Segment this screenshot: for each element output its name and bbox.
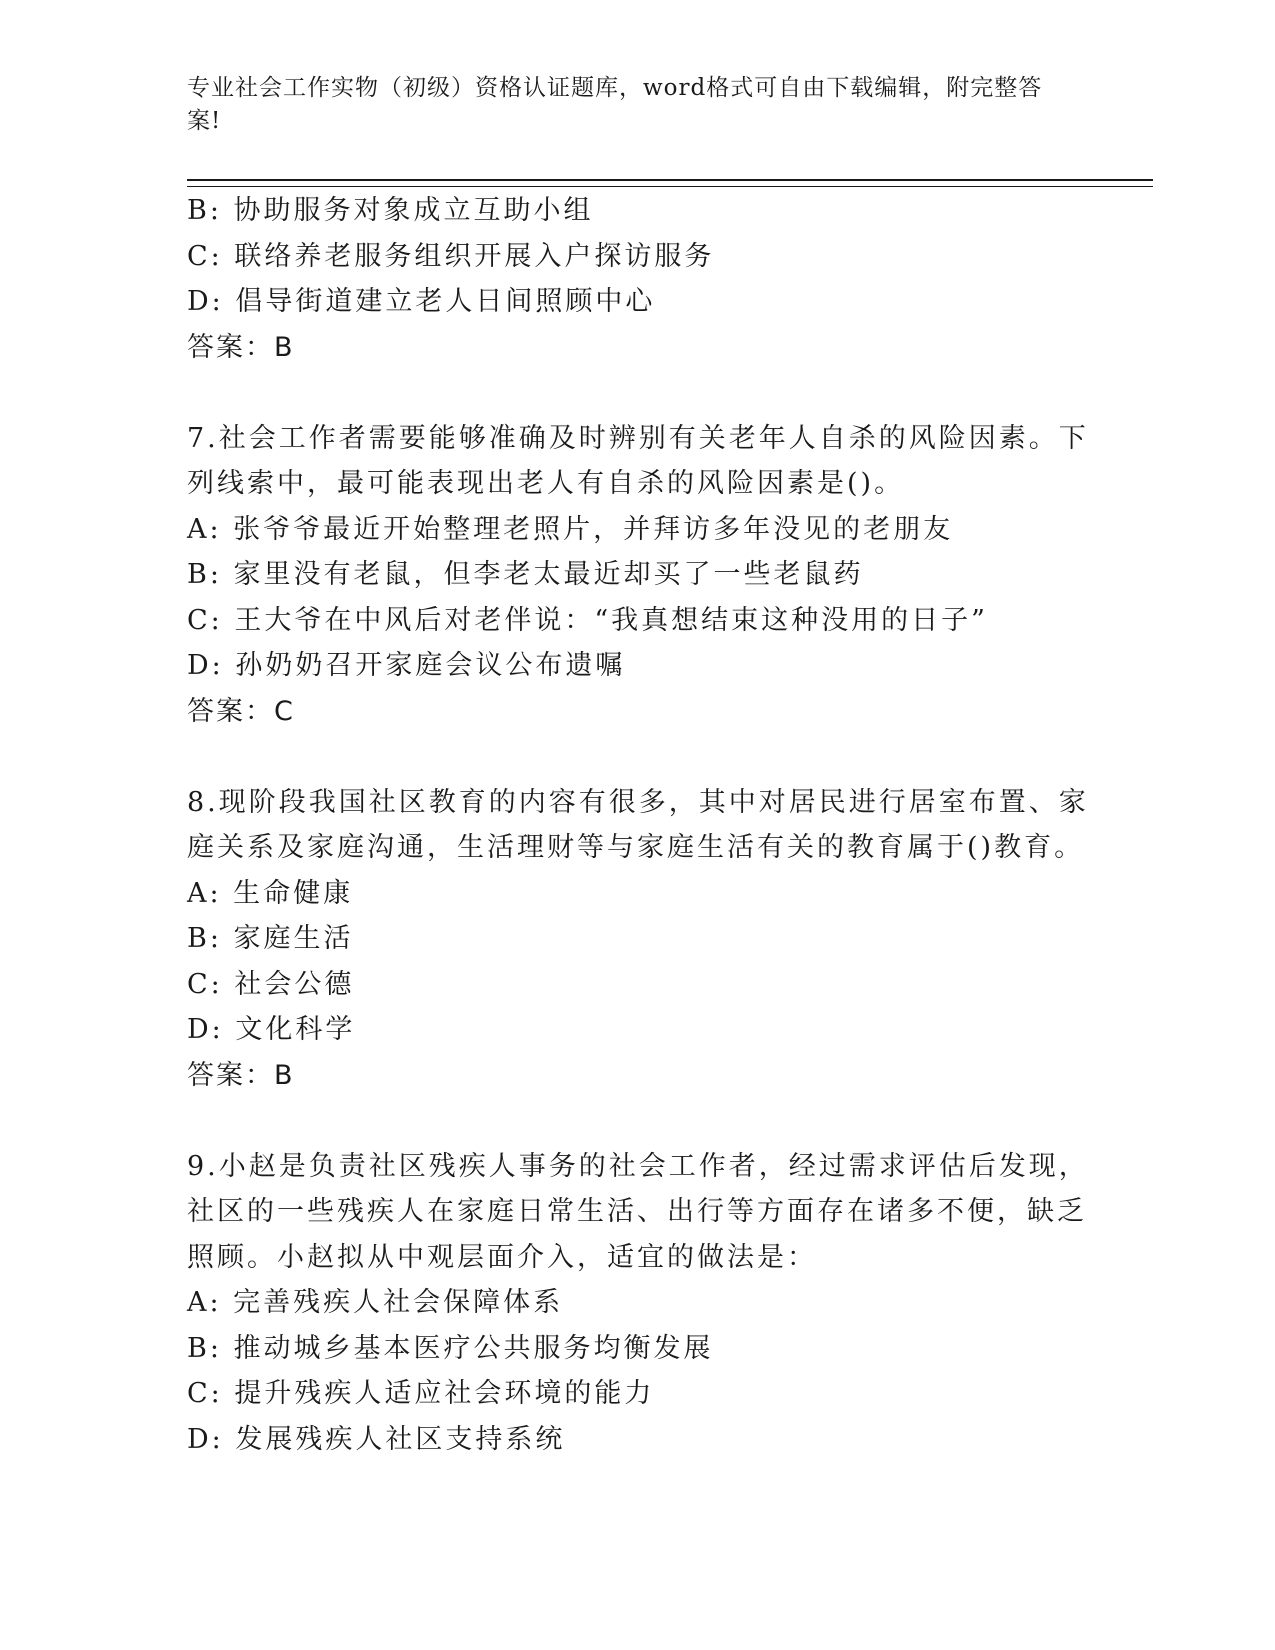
question-stem: 7.社会工作者需要能够准确及时辨别有关老年人自杀的风险因素。下 bbox=[187, 422, 1089, 454]
answer-line: 答案：B bbox=[187, 331, 295, 363]
option-b: B: 推动城乡基本医疗公共服务均衡发展 bbox=[187, 1332, 714, 1364]
question-stem: 庭关系及家庭沟通，生活理财等与家庭生活有关的教育属于()教育。 bbox=[187, 832, 1085, 863]
option-b: B: 家庭生活 bbox=[187, 923, 354, 954]
option-c: C: 提升残疾人适应社会环境的能力 bbox=[187, 1378, 655, 1409]
option-d: D: 发展残疾人社区支持系统 bbox=[187, 1423, 566, 1455]
header-divider bbox=[187, 179, 1153, 187]
option-b: B: 家里没有老鼠，但李老太最近却买了一些老鼠药 bbox=[187, 559, 864, 590]
option-a: A: 生命健康 bbox=[187, 877, 354, 909]
spacer bbox=[187, 734, 1067, 780]
question-stem: 社区的一些残疾人在家庭日常生活、出行等方面存在诸多不便，缺乏 bbox=[187, 1196, 1087, 1227]
option-d: D: 孙奶奶召开家庭会议公布遗嘱 bbox=[187, 650, 626, 681]
question-stem: 8.现阶段我国社区教育的内容有很多，其中对居民进行居室布置、家 bbox=[187, 786, 1089, 818]
question-list bbox=[187, 188, 1089, 1462]
question-block-7 bbox=[187, 416, 1089, 735]
option-b: B: 协助服务对象成立互助小组 bbox=[187, 195, 594, 226]
question-block-8 bbox=[187, 780, 1089, 1099]
option-d: D: 倡导街道建立老人日间照顾中心 bbox=[187, 286, 656, 317]
question-stem: 照顾。小赵拟从中观层面介入，适宜的做法是： bbox=[187, 1241, 817, 1273]
question-stem: 列线索中，最可能表现出老人有自杀的风险因素是()。 bbox=[187, 468, 905, 499]
option-a: A: 完善残疾人社会保障体系 bbox=[187, 1287, 564, 1318]
option-d: D: 文化科学 bbox=[187, 1014, 356, 1045]
question-block-6 bbox=[187, 188, 1067, 370]
answer-line: 答案：B bbox=[187, 1059, 295, 1091]
page-header bbox=[187, 72, 1067, 138]
option-c: C: 社会公德 bbox=[187, 968, 355, 1000]
question-block-9 bbox=[187, 1144, 1089, 1463]
option-c: C: 联络养老服务组织开展入户探访服务 bbox=[187, 240, 715, 272]
spacer bbox=[187, 1098, 1067, 1144]
question-stem: 9.小赵是负责社区残疾人事务的社会工作者，经过需求评估后发现， bbox=[187, 1150, 1089, 1182]
answer-line: 答案：C bbox=[187, 695, 295, 727]
header-line-2: 案! bbox=[187, 108, 222, 134]
option-c: C: 王大爷在中风后对老伴说：“我真想结束这种没用的日子” bbox=[187, 604, 988, 636]
header-line-1: 专业社会工作实物（初级）资格认证题库，word格式可自由下载编辑，附完整答 bbox=[187, 75, 1043, 101]
spacer bbox=[187, 370, 1067, 416]
option-a: A: 张爷爷最近开始整理老照片，并拜访多年没见的老朋友 bbox=[187, 513, 954, 545]
